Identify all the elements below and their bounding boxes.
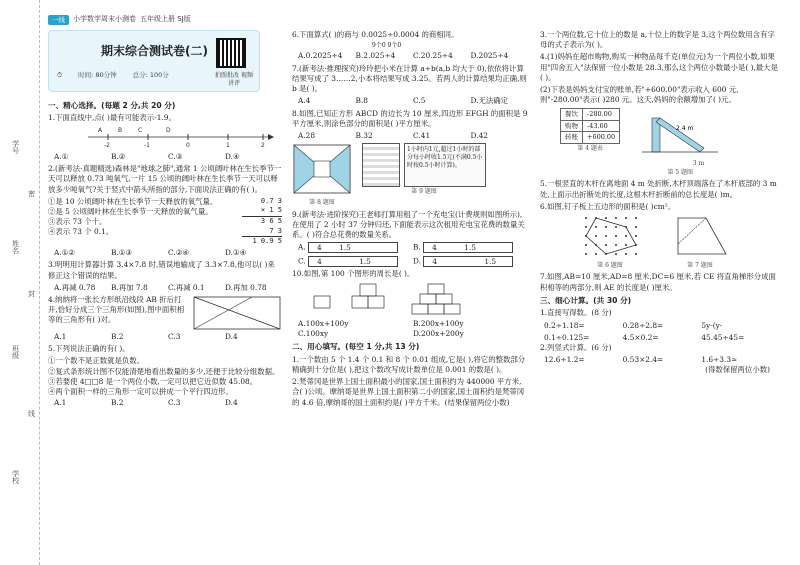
question-5: 5.下列说法正确的有( )。 (48, 344, 130, 354)
fig10-shape-1 (314, 296, 330, 308)
qr-label: 拍照批改 视频讲评 (215, 72, 253, 88)
geoboard-peg (605, 244, 607, 246)
geoboard-peg (615, 253, 617, 255)
q6-option-d[interactable]: D.2025÷4 (470, 51, 509, 61)
calc-1-title: 1.直接写得数。(8 分) (540, 308, 612, 318)
q7-option-a[interactable]: A.4 (298, 96, 311, 106)
q7-options (292, 96, 528, 106)
q3-option-c[interactable]: C.再减 0.1 (168, 282, 205, 292)
geoboard-peg (585, 244, 587, 246)
right-column (540, 30, 780, 376)
fig5-length-label: 2.4 m (676, 124, 694, 132)
geoboard-peg (625, 253, 627, 255)
power-bank-icon (362, 143, 400, 187)
q2-option-a[interactable]: A.①② (54, 248, 75, 258)
question-3: 3.明明用计算器计算 3.4×7.8 时,错误地输成了 3.3×7.8,他可以( )来修正这个错误的结果。 (48, 260, 275, 280)
q4-block (48, 295, 282, 331)
q9-options (292, 242, 528, 267)
q6-subscript: 9个0 9个0 (372, 42, 402, 50)
q5-statement-4: ④两个面积一样的三角形一定可以拼成一个平行四边形。 (48, 387, 233, 397)
geoboard-peg (615, 226, 617, 228)
q4-option-c[interactable]: C.3 (168, 331, 181, 341)
q4-rectangle-figure (192, 295, 282, 331)
q1-option-c[interactable]: C.③ (168, 151, 183, 161)
fig8-wrap (292, 143, 352, 207)
calc-item: 0.28÷2.8= (622, 320, 664, 330)
tick-label-2: 2 (261, 141, 265, 148)
exam-title: 期末综合测试卷(二) (101, 44, 208, 58)
q5-option-b[interactable]: B.2 (111, 398, 124, 408)
fill-1: 1.一个数由 5 个 1.4 个 0.1 和 8 个 0.01 组成,它是( ),将它的整数部分精确到十分位是( ),把这个数改写成计数单位是 0.001 的数是( )。 (292, 354, 526, 374)
series-strip (48, 14, 298, 26)
q6-options (292, 51, 528, 61)
q4-option-b[interactable]: B.2 (111, 331, 124, 341)
fig10-shape-3b (428, 304, 444, 314)
q5-option-c[interactable]: C.3 (168, 398, 181, 408)
q2-statement-1: ①是 10 公顷阔叶林在生长季节一天释放的氧气量。 (48, 196, 218, 206)
geoboard-peg (585, 217, 587, 219)
fig5-base-label: 3 m (692, 159, 705, 167)
fill-2: 2.梵蒂冈是世界上国土面积最小的国家,国土面积约为 440000 平方米,合( )公顷。摩纳哥是世界上国土面积第二小的国家,国土面积约是梵蒂冈的 4.6 倍,摩纳哥的国土面积约是( )平方千米。(结果保留两位小数) (292, 377, 525, 407)
calc-item: 45.45÷45= (701, 332, 745, 342)
seal-mark-1: 密 (27, 190, 36, 197)
table-row (561, 108, 620, 120)
fill-3: 3.一个两位数,它十位上的数是 a,十位上的数字是 3,这个两位数用含有字母的式子表示为( )。 (540, 30, 775, 50)
tick-label-neg2: -2 (104, 141, 110, 148)
seal-mark-3: 线 (27, 410, 36, 417)
q2-statements (48, 197, 234, 247)
geoboard-peg (605, 235, 607, 237)
left-column (48, 98, 282, 410)
q4-options (48, 332, 282, 342)
geoboard-peg (595, 235, 597, 237)
school-label: 学校 (11, 470, 20, 484)
calc-2-title: 2.列竖式计算。(6 分) (540, 342, 612, 352)
table-row (561, 132, 620, 144)
number-line-arrow (268, 134, 274, 140)
section-3-title: 三、细心计算。(共 30 分) (540, 295, 632, 305)
series-name: 小学数学周末小测卷 (73, 15, 136, 24)
q10-option-a[interactable]: A.100x+100y (298, 318, 349, 328)
fill-7: 7.如图,AB=10 厘米,AD=8 厘米,DC=6 厘米,若 CE 将直角梯形分成面积相等的两部分,则 AE 的长度是( )厘米。 (540, 272, 776, 292)
q6-option-a[interactable]: A.0.2025÷4 (298, 51, 343, 61)
q4-diagonal (194, 297, 252, 329)
question-9: 9.(新考法·进阶探究)王老师打算用租了一个充电宝(计费规则如图所示),在使用了 2 小时 37 分钟归还,下面能表示这次租用充电宝花费的数量关系。( )符合总花费的数量关系。 (292, 209, 525, 240)
fill-6: 6.如图,钉子板上五边形的面积是( )cm²。 (540, 201, 676, 211)
student-id-label: 学号 (11, 140, 20, 154)
geoboard-peg (635, 226, 637, 228)
q5-option-d[interactable]: D.4 (225, 398, 238, 408)
geoboard-peg (635, 253, 637, 255)
fig8-caption: 第 8 题图 (309, 199, 335, 207)
student-name-label: 姓名 (11, 240, 20, 254)
geoboard-peg (595, 253, 597, 255)
geoboard-peg (625, 244, 627, 246)
calc-item: 12.6÷1.2= (544, 355, 585, 365)
calc-row-4: 7 3 (242, 227, 282, 238)
fig7-trapezoid-shape (678, 218, 726, 254)
point-c: C (138, 126, 143, 134)
qr-code-icon[interactable] (216, 38, 246, 68)
geoboard-peg (585, 226, 587, 228)
q4-option-d[interactable]: D.4 (225, 331, 238, 341)
bill-amt: +600.00 (583, 132, 620, 144)
q10-option-b[interactable]: B.200x+100y (413, 318, 464, 328)
calc-row-3: 3 6 5 (260, 217, 282, 226)
question-1: 1.下面直线中,点( )最有可能表示-1.9。 (48, 113, 176, 123)
fig5-wrap (640, 108, 720, 178)
geoboard-peg (625, 235, 627, 237)
figures-6-7 (540, 214, 780, 270)
calc-row-5: 1 0.9 5 (252, 237, 282, 246)
geoboard-peg (605, 217, 607, 219)
q10-option-d[interactable]: D.200x+200y (413, 329, 464, 339)
calc-item: 1.6÷3.3≈ (701, 355, 738, 365)
fig10-shape-2a (352, 296, 368, 308)
q5-option-a[interactable]: A.1 (54, 398, 67, 408)
q6-option-b[interactable]: B.2.025÷4 (355, 51, 396, 61)
fill-4a: 4.(1)妈妈在超市购物,购买一种物品每千克(单位元)为一个两位小数,如果用"四舍五入"法保留一位小数是 28.3,那么这个两位小数最小是( ),最大是( )。 (540, 52, 778, 82)
q8-option-b[interactable]: B.32 (355, 131, 373, 141)
fig6-wrap (580, 214, 640, 270)
q2-statement-3: ③表示 73 个十。 (48, 217, 107, 227)
clock-icon: ⏱ (57, 71, 63, 79)
question-4: 4.纳纳将一张长方形纸沿线段 AB 折后打开,恰好分成三个三角形(如图),图中面积相等的三角形有( )对。 (48, 294, 185, 325)
section-2-title: 二、用心填写。(每空 1 分,共 13 分) (292, 342, 420, 352)
fig9-rule-text: 1小时内1元,超过1小时的部分每小时收1.5元(不满0.5小时按0.5小时计算)。 (404, 143, 486, 187)
point-a: A (98, 126, 103, 134)
geoboard-peg (615, 244, 617, 246)
q9-option-b[interactable]: B. 4 1.5 (413, 242, 528, 253)
q1-option-d[interactable]: D.④ (225, 151, 240, 161)
q7-option-b[interactable]: B.8 (355, 96, 368, 106)
q2-option-d[interactable]: D.①④ (225, 248, 247, 258)
fig10-shape-3e (436, 294, 452, 304)
fig5-caption: 第 5 题图 (667, 169, 694, 177)
calc-item: 0.2÷1.18= (544, 320, 585, 330)
q2-statement-4: ④表示 73 个 0.1。 (48, 227, 114, 237)
series-tag: 一线 (48, 15, 69, 25)
fig7-caption: 第 7 题图 (687, 262, 713, 270)
geoboard-peg (635, 217, 637, 219)
question-6: 6.下面算式( )的商与 0.0025÷0.0004 的商相同。 (292, 30, 459, 39)
bill-cat: 购物 (561, 120, 583, 132)
q5-statement-3: ③若要使 4□□8 是一个两位小数,一定可以把它近似数 45.08。 (48, 376, 258, 386)
fig8-efgh (314, 161, 330, 177)
fig5-pole-fallen (656, 118, 704, 152)
middle-column (292, 30, 528, 410)
bill-table (560, 108, 620, 145)
class-label: 班级 (11, 345, 20, 359)
point-d: D (166, 126, 171, 134)
calc-2-items (540, 355, 780, 365)
q1-option-a[interactable]: A.① (54, 151, 69, 161)
q2-body (48, 197, 282, 247)
exam-time: 时间: 80分钟 (78, 71, 117, 79)
tick-label-neg1: -1 (144, 141, 150, 148)
fill-5: 5.一根竖直的木杆在离地面 4 m 处折断,木杆顶端落在了木杆底部的 3 m 处,上面示出折断处的长度,这根木杆折断前的总长度是( )m。 (540, 179, 777, 199)
calc-row-2: × 1 5 (242, 206, 282, 217)
fig4-wrap (560, 108, 620, 154)
q2-option-c[interactable]: C.②④ (168, 248, 189, 258)
question-10: 10.如图,第 100 个图形的周长是( )。 (292, 269, 415, 279)
q9-option-c[interactable]: C. 4 1.5 (298, 256, 413, 267)
binding-margin (0, 0, 40, 565)
fig10-shape-3c (444, 304, 460, 314)
fig10-shape-2b (368, 296, 384, 308)
fig8-square (292, 143, 352, 195)
exam-score: 总分: 100分 (132, 71, 169, 79)
seal-mark-2: 封 (27, 290, 36, 297)
question-7: 7.(新考法·推理探究)玲玲把小米在计算 a÷b(a,b 均大于 0),依依将计算结果写成了 3……2,小本将结果写成 3.25。若两人的计算结果均正确,则 b 是( )。 (292, 63, 527, 94)
geoboard-peg (615, 235, 617, 237)
q3-option-a[interactable]: A.再减 0.78 (54, 282, 96, 292)
grade-label: 五年级上册 SJ版 (140, 15, 191, 24)
q5-statement-2: ②复式条形统计图不仅能清楚地看出数量的多少,还便于比较分组数据。 (48, 366, 280, 376)
fig6-geoboard (580, 214, 640, 258)
bill-amt: -43.60 (583, 120, 620, 132)
q7-option-c[interactable]: C.5 (413, 96, 426, 106)
geoboard-peg (625, 217, 627, 219)
table-row (561, 120, 620, 132)
q1-option-b[interactable]: B.② (111, 151, 126, 161)
section-1-title: 一、精心选择。(每题 2 分,共 20 分) (48, 101, 176, 110)
fig9-caption: 第 9 题图 (411, 188, 437, 196)
calc-item: 4.5×0.2= (622, 332, 659, 342)
fig6-caption: 第 6 题图 (597, 262, 623, 270)
geoboard-pentagon (586, 218, 636, 254)
q8-option-c[interactable]: C.41 (413, 131, 431, 141)
fig9-wrap (362, 143, 486, 196)
q10-options (292, 319, 528, 339)
calc-1-items (540, 321, 780, 343)
q3-option-d[interactable]: D.再加 0.78 (225, 282, 267, 292)
q8-options (292, 131, 528, 141)
bill-amt: -280.00 (583, 108, 620, 120)
fig4-caption: 第 4 题表 (577, 145, 603, 153)
fill-4b: (2)下表是妈妈支付宝的账单,若"+600.00"表示收入 600 元,则"-280.00"表示( )280 元。这天,妈妈的余额增加了( )元。 (540, 85, 739, 105)
q1-options (48, 152, 282, 162)
q8-option-a[interactable]: A.28 (298, 131, 316, 141)
q3-option-b[interactable]: B.再加 7.8 (111, 282, 148, 292)
calc-2-note: (得数保留两位小数) (705, 365, 770, 375)
fig10-shape-3a (412, 304, 428, 314)
fig5-broken-pole (640, 108, 720, 156)
q2-options (48, 248, 282, 258)
bill-cat: 餐饮 (561, 108, 583, 120)
calc-row-1: 0.7 3 (260, 196, 282, 205)
q5-statement-1: ①一个数不是正数就是负数。 (48, 356, 145, 366)
calc-item: 0.53×2.4= (622, 355, 664, 365)
q4-fold-line (194, 297, 280, 329)
fig7-ce-line (678, 218, 706, 244)
geoboard-peg (595, 226, 597, 228)
calc-item: 0.1÷0.125= (544, 332, 590, 342)
tick-label-1: 1 (226, 141, 230, 148)
figures-4-5 (540, 108, 780, 178)
point-b: B (118, 126, 123, 134)
geoboard-peg (605, 226, 607, 228)
calc-item: 5y-(y- (701, 320, 723, 330)
figures-8-9 (292, 143, 528, 207)
fig9-content (362, 143, 486, 187)
q9-option-d[interactable]: D. 4 1.5 (413, 256, 528, 267)
fig10-shape-3d (420, 294, 436, 304)
exam-meta (57, 71, 169, 80)
q6-option-c[interactable]: C.20.25÷4 (413, 51, 453, 61)
q10-option-c[interactable]: C.100xy (298, 329, 329, 339)
geoboard-peg (585, 253, 587, 255)
tick-label-0: 0 (186, 141, 190, 148)
q5-options (48, 398, 282, 408)
fig10-shape-3f (428, 284, 444, 294)
q10-stacked-figures (292, 282, 512, 316)
q2-vertical-calc (242, 197, 282, 247)
fig10-shape-2c (360, 284, 376, 296)
q8-option-d[interactable]: D.42 (470, 131, 488, 141)
geoboard-peg (615, 217, 617, 219)
q3-options (48, 283, 282, 293)
bill-cat: 转账 (561, 132, 583, 144)
q4-option-a[interactable]: A.1 (54, 331, 67, 341)
q2-option-b[interactable]: B.①③ (111, 248, 133, 258)
question-8: 8.如图,已知正方形 ABCD 的边长为 10 厘米,四边形 EFGH 的面积是 9 平方厘米,则涂色部分的面积是( )平方厘米。 (292, 108, 528, 128)
fig7-wrap (670, 214, 730, 270)
q2-statement-2: ②是 5 公顷阔叶林在生长季节一天释放的氧气量。 (48, 207, 213, 216)
q9-option-a[interactable]: A. 4 1.5 (298, 242, 413, 253)
number-line-figure (78, 126, 278, 148)
question-2: 2.(新考法·真题精选)森林是"地球之肺",通常 1 公顷阔叶林在生长季节一天可以释放 0.73 吨氧气,一片 15 公顷的阔叶林在生长季节一天可以释放多少吨氧气?关于竖式中箭头所指的部分,下面说法正确的有( )。 (48, 164, 282, 194)
fig7-trapezoid (670, 214, 730, 258)
q7-option-d[interactable]: D.无法确定 (470, 96, 509, 106)
geoboard-peg (635, 235, 637, 237)
